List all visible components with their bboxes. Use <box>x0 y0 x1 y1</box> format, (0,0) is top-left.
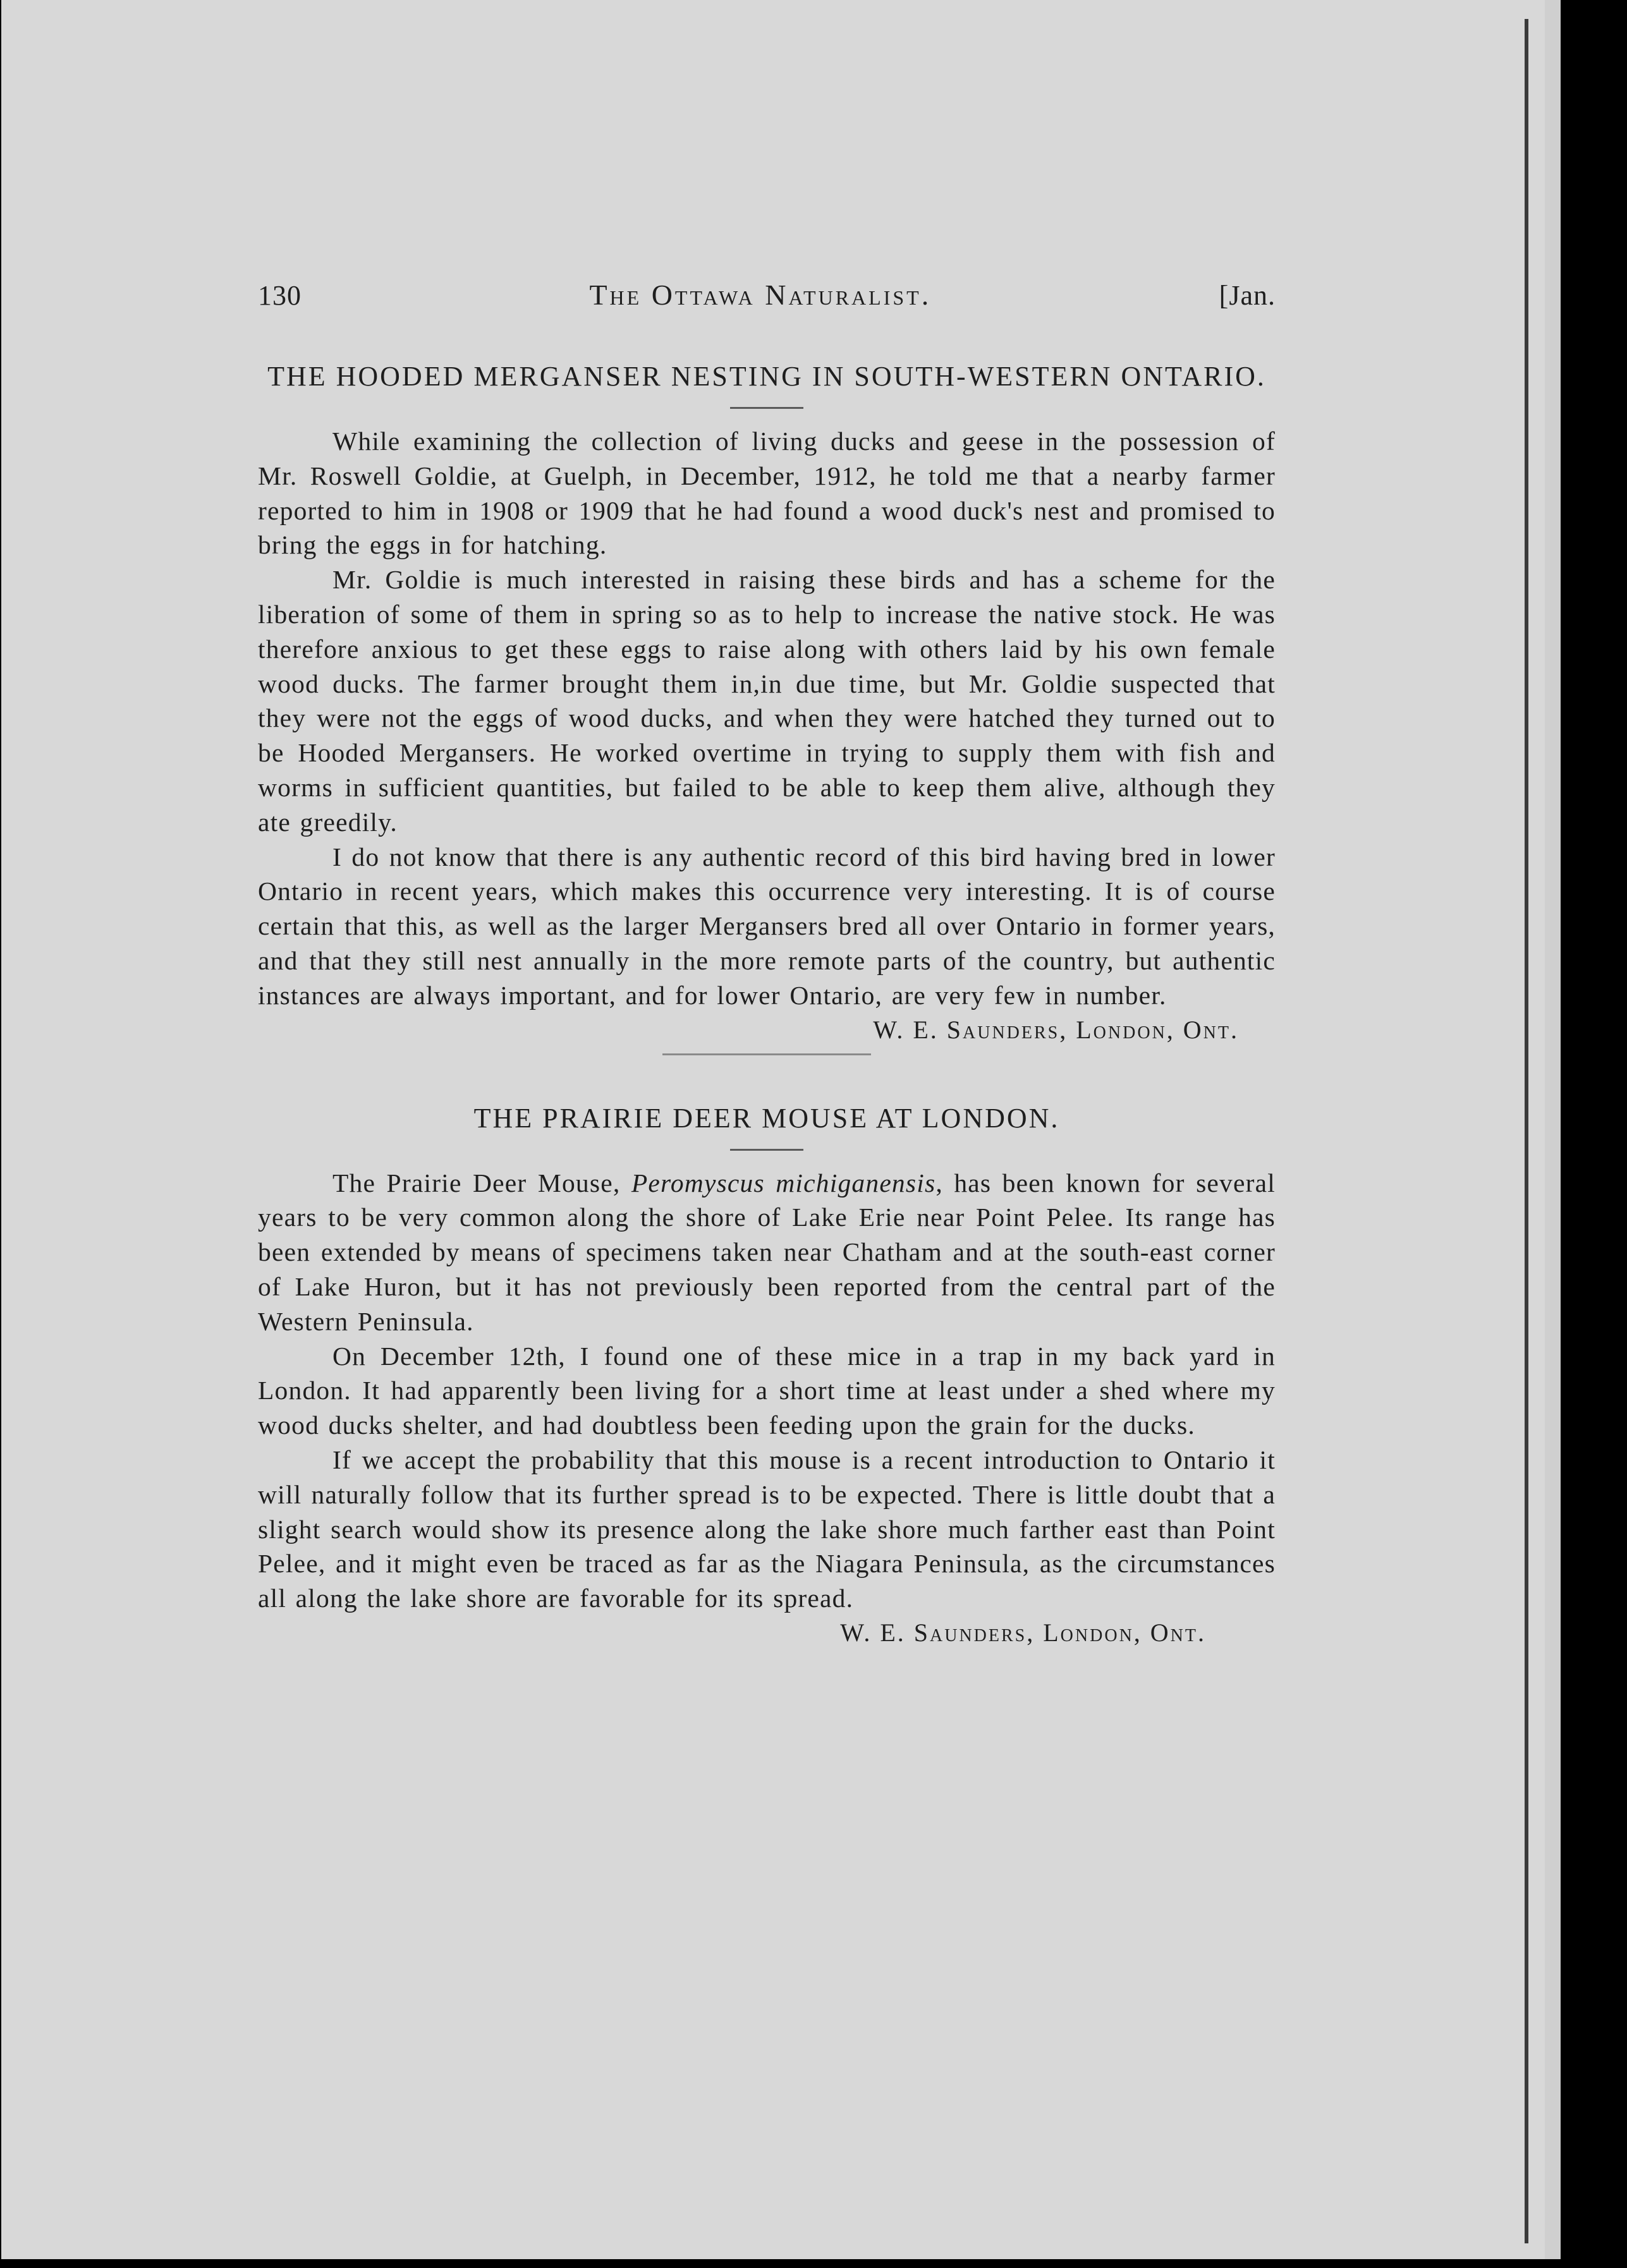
page-number: 130 <box>258 280 302 311</box>
title-rule <box>730 407 803 409</box>
article1-paragraph-3: I do not know that there is any authentic record of this bird having bred in lower Ontario in recent years, which makes this occurrence very interesting. It is of course certain that this, as well as the larger Mergansers bred all over Ontario in former years, and that they still nest annually in the more remote parts of the country, but authentic instances are always important, and for lower Ontario, are very few in number. <box>258 842 1276 1010</box>
article1-paragraph-1: While examining the collection of living ducks and geese in the possession of Mr. Roswell Goldie, at Guelph, in December, 1912, he told me that a nearby farmer reported to him in 1908 or 1909 that he had found a wood duck's nest and promised to bring the eggs in for hatching. <box>258 427 1276 560</box>
journal-title: The Ottawa Naturalist. <box>589 279 932 311</box>
article2-signature: W. E. Saunders, London, Ont. <box>840 1618 1206 1647</box>
article-title-deer-mouse: THE PRAIRIE DEER MOUSE AT LONDON. <box>473 1102 1060 1134</box>
gutter-line <box>1525 19 1528 2243</box>
issue-label: [Jan. <box>1219 280 1276 311</box>
running-head <box>258 278 1276 316</box>
article1-paragraph-2: Mr. Goldie is much interested in raising these birds and has a scheme for the liberation of some of them in spring so as to help to increase the native stock. He was therefore anxious to get these eggs to raise along with others laid by his own female wood ducks. The farmer brought them in,in due time, but Mr. Goldie suspected that they were not the eggs of wood ducks, and when they were hatched they turned out to be Hooded Mergansers. He worked overtime in trying to supply them with fish and worms in sufficient quantities, but failed to be able to keep them alive, although they ate greedily. <box>258 565 1276 837</box>
article2-paragraph-2: On December 12th, I found one of these mice in a trap in my back yard in London. It had apparently been living for a short time at least under a shed where my wood ducks shelter, and had doubtless been feeding upon the grain for the ducks. <box>258 1341 1276 1440</box>
article2-p1-lead: The Prairie Deer Mouse, <box>332 1168 631 1198</box>
title-rule <box>730 1149 803 1151</box>
scan-border <box>1561 0 1627 2268</box>
page-content <box>258 278 1276 1650</box>
article2-paragraph-3: If we accept the probability that this mouse is a recent introduction to Ontario it will naturally follow that its further spread is to be expected. There is little doubt that a slight search would show its presence along the lake shore much farther east than Point Pelee, and it might even be traced as far as the Niagara Peninsula, as the circumstances all along the lake shore are favorable for its spread. <box>258 1445 1276 1613</box>
page-edge <box>1545 0 1563 2259</box>
article1-signature: W. E. Saunders, London, Ont. <box>873 1015 1239 1044</box>
article2-paragraph-1 <box>258 1166 1276 1339</box>
article-divider <box>662 1053 871 1055</box>
article2-p1-rest: , has been known for several years to be very common along the shore of Lake Erie near Point Pelee. Its range has been extended by means of specimens taken near Chatham and at the south-east corner of Lake Huron, but it has not previously been reported from the central part of the Western Peninsula. <box>258 1168 1276 1336</box>
species-name: Peromyscus michiganensis <box>631 1168 936 1198</box>
article-title-merganser: THE HOODED MERGANSER NESTING IN SOUTH-WESTERN ONTARIO. <box>267 361 1266 392</box>
